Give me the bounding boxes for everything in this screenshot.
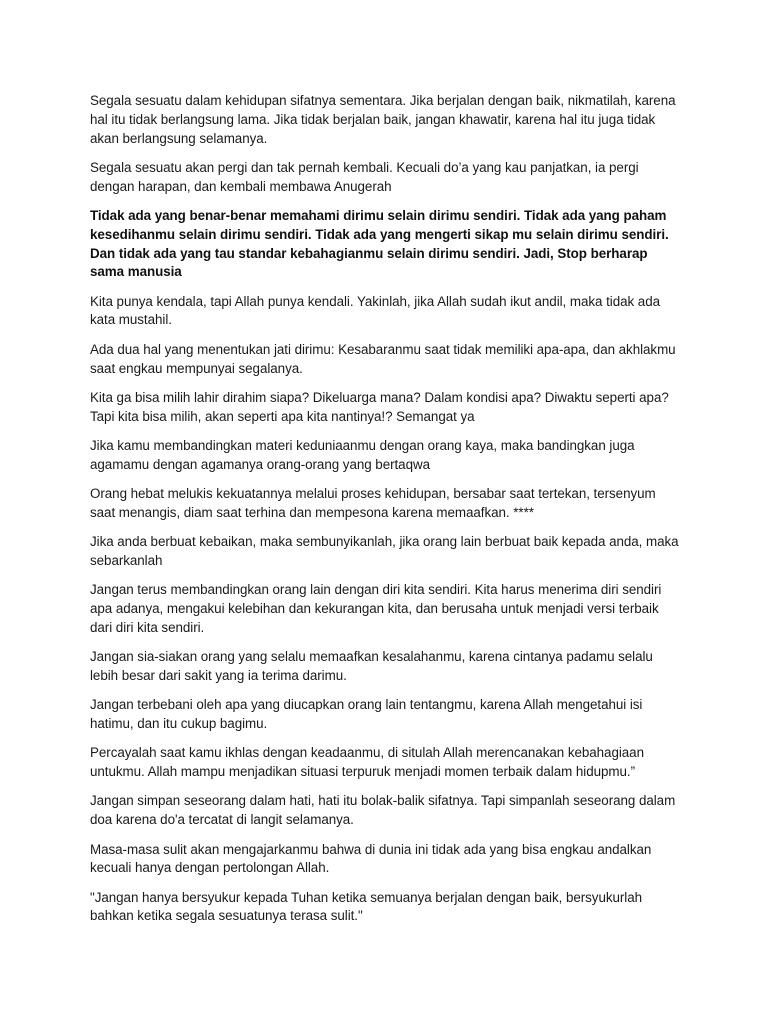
paragraph-2: Segala sesuatu akan pergi dan tak pernah kembali. Kecuali do’a yang kau panjatkan, ia pergi dengan harapan, dan kembali membawa Anugerah (90, 159, 639, 194)
paragraph-13: Percayalah saat kamu ikhlas dengan keadaanmu, di situlah Allah merencanakan kebahagiaan untukmu. Allah mampu menjadikan situasi terpuruk menjadi momen terbaik dalam hidupmu.” (90, 745, 644, 780)
paragraph-1: Segala sesuatu dalam kehidupan sifatnya sementara. Jika berjalan dengan baik, nikmatilah, karena hal itu tidak berlangsung lama. Jika tidak berjalan baik, jangan khawatir, karena hal itu juga tidak akan berlangsung selamanya. (90, 93, 676, 146)
paragraph-7: Jika kamu membandingkan materi keduniaanmu dengan orang kaya, maka bandingkan juga agamamu dengan agamanya orang-orang yang bertaqwa (90, 437, 635, 472)
paragraph-8: Orang hebat melukis kekuatannya melalui proses kehidupan, bersabar saat tertekan, tersenyum saat menangis, diam saat terhina dan mempesona karena memaafkan. **** (90, 486, 656, 520)
paragraph-6: Kita ga bisa milih lahir dirahim siapa? Dikeluarga mana? Dalam kondisi apa? Diwaktu seperti apa? Tapi kita bisa milih, akan seperti apa kita nantinya!? Semangat ya (90, 389, 669, 424)
paragraph-5: Ada dua hal yang menentukan jati dirimu: Kesabaranmu saat tidak memiliki apa-apa, dan akhlakmu saat engkau mempunyai segalanya. (90, 341, 676, 376)
paragraph-14: Jangan simpan seseorang dalam hati, hati itu bolak-balik sifatnya. Tapi simpanlah seseorang dalam doa karena do'a tercatat di langit selamanya. (90, 793, 676, 828)
paragraph-3-bold: Tidak ada yang benar-benar memahami dirimu selain dirimu sendiri. Tidak ada yang paham kesedihanmu selain dirimu sendiri. Tidak ada yang mengerti sikap mu selain dirimu sendiri. Dan tidak ada yang tau standar kebahagianmu selain dirimu sendiri. Jadi, Stop berharap sama manusia (90, 207, 669, 280)
document-page (90, 92, 680, 937)
paragraph-15: Masa-masa sulit akan mengajarkanmu bahwa di dunia ini tidak ada yang bisa engkau andalkan kecuali hanya dengan pertolongan Allah. (90, 841, 652, 876)
paragraph-4: Kita punya kendala, tapi Allah punya kendali. Yakinlah, jika Allah sudah ikut andil, maka tidak ada kata mustahil. (90, 293, 660, 328)
paragraph-16: "Jangan hanya bersyukur kepada Tuhan ketika semuanya berjalan dengan baik, bersyukurlah bahkan ketika segala sesuatunya terasa sulit." (90, 889, 643, 924)
paragraph-9: Jika anda berbuat kebaikan, maka sembunyikanlah, jika orang lain berbuat baik kepada anda, maka sebarkanlah (90, 534, 679, 568)
paragraph-11: Jangan sia-siakan orang yang selalu memaafkan kesalahanmu, karena cintanya padamu selalu lebih besar dari sakit yang ia terima darimu. (90, 649, 653, 683)
paragraph-12: Jangan terbebani oleh apa yang diucapkan orang lain tentangmu, karena Allah mengetahui isi hatimu, dan itu cukup bagimu. (90, 697, 643, 732)
paragraph-10: Jangan terus membandingkan orang lain dengan diri kita sendiri. Kita harus menerima diri sendiri apa adanya, mengakui kelebihan dan kekurangan kita, dan berusaha untuk menjadi versi terbaik dari diri kita sendiri. (90, 582, 662, 635)
